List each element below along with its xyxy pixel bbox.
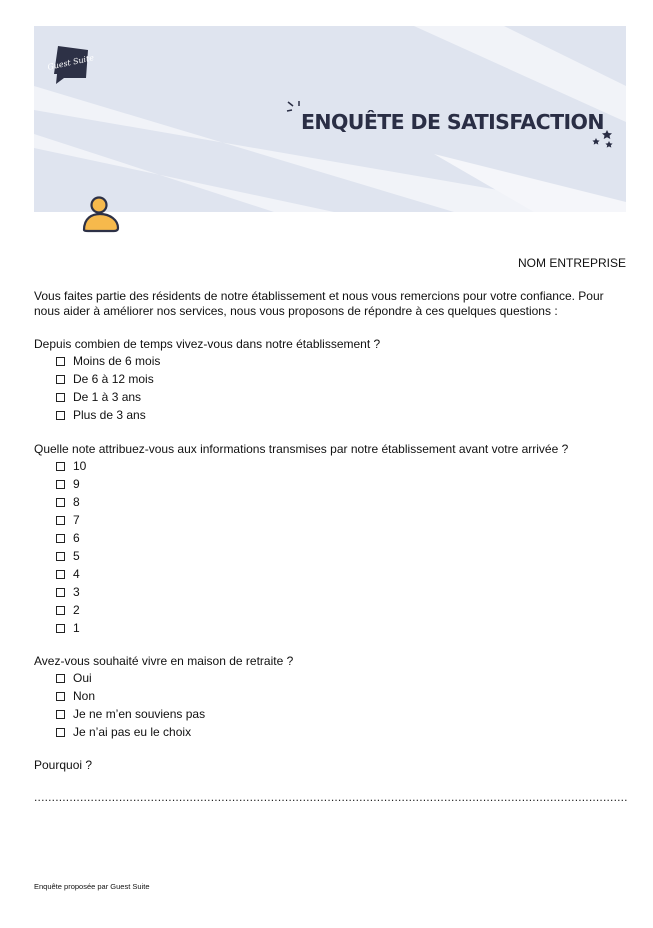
checkbox[interactable] (56, 728, 65, 737)
option-label: 6 (73, 531, 80, 545)
option-row[interactable] (56, 687, 205, 705)
option-row[interactable] (56, 723, 205, 741)
option-label: 5 (73, 549, 80, 563)
question-wish: Avez-vous souhaité vivre en maison de retraite ? (34, 654, 294, 668)
option-label: 3 (73, 585, 80, 599)
option-row[interactable] (56, 583, 86, 601)
option-label: 8 (73, 495, 80, 509)
option-row[interactable] (56, 529, 86, 547)
options-rating (56, 457, 86, 637)
option-label: 10 (73, 459, 87, 473)
checkbox[interactable] (56, 710, 65, 719)
option-row[interactable] (56, 352, 160, 370)
option-row[interactable] (56, 669, 205, 687)
checkbox[interactable] (56, 588, 65, 597)
option-row[interactable] (56, 547, 86, 565)
option-row[interactable] (56, 370, 160, 388)
checkbox[interactable] (56, 411, 65, 420)
option-row[interactable] (56, 493, 86, 511)
option-row[interactable] (56, 601, 86, 619)
question-why: Pourquoi ? (34, 758, 93, 772)
checkbox[interactable] (56, 462, 65, 471)
option-label: De 1 à 3 ans (73, 390, 142, 404)
checkbox[interactable] (56, 674, 65, 683)
page-title: ENQUÊTE DE SATISFACTION (301, 110, 604, 134)
checkbox[interactable] (56, 357, 65, 366)
checkbox[interactable] (56, 606, 65, 615)
option-row[interactable] (56, 511, 86, 529)
answer-line[interactable]: ........................................................................................................................................................................ (34, 790, 628, 804)
option-label: 4 (73, 567, 80, 581)
option-row[interactable] (56, 475, 86, 493)
option-row[interactable] (56, 406, 160, 424)
checkbox[interactable] (56, 375, 65, 384)
option-label: Non (73, 689, 96, 703)
options-duration (56, 352, 160, 424)
option-row[interactable] (56, 705, 205, 723)
option-label: Je n’ai pas eu le choix (73, 725, 192, 739)
guest-suite-logo (46, 44, 95, 84)
footer-text: Enquête proposée par Guest Suite (34, 882, 150, 891)
checkbox[interactable] (56, 498, 65, 507)
option-label: Oui (73, 671, 92, 685)
checkbox[interactable] (56, 570, 65, 579)
checkbox[interactable] (56, 480, 65, 489)
option-label: 1 (73, 621, 80, 635)
option-label: Plus de 3 ans (73, 408, 146, 422)
checkbox[interactable] (56, 393, 65, 402)
avatar-icon (80, 194, 120, 234)
question-duration: Depuis combien de temps vivez-vous dans notre établissement ? (34, 337, 381, 351)
options-wish (56, 669, 205, 741)
logo-text: Guest Suite (46, 53, 95, 72)
option-label: Je ne m’en souviens pas (73, 707, 206, 721)
sparkle-icon (287, 101, 301, 117)
question-rating: Quelle note attribuez-vous aux informations transmises par notre établissement avant votre arrivée ? (34, 442, 569, 456)
option-label: 2 (73, 603, 80, 617)
checkbox[interactable] (56, 534, 65, 543)
option-row[interactable] (56, 619, 86, 637)
checkbox[interactable] (56, 516, 65, 525)
option-row[interactable] (56, 565, 86, 583)
option-label: 9 (73, 477, 80, 491)
stars-icon (590, 130, 616, 150)
checkbox[interactable] (56, 692, 65, 701)
option-label: Moins de 6 mois (73, 354, 161, 368)
checkbox[interactable] (56, 552, 65, 561)
option-row[interactable] (56, 388, 160, 406)
intro-text: Vous faites partie des résidents de notre établissement et nous vous remercions pour votre confiance. Pour nous aider à améliorer nos services, nous vous proposons de répondre à ces quelques questions : (34, 289, 604, 318)
header-banner (34, 26, 626, 212)
checkbox[interactable] (56, 624, 65, 633)
option-row[interactable] (56, 457, 86, 475)
option-label: De 6 à 12 mois (73, 372, 154, 386)
option-label: 7 (73, 513, 80, 527)
company-name: NOM ENTREPRISE (517, 256, 626, 270)
